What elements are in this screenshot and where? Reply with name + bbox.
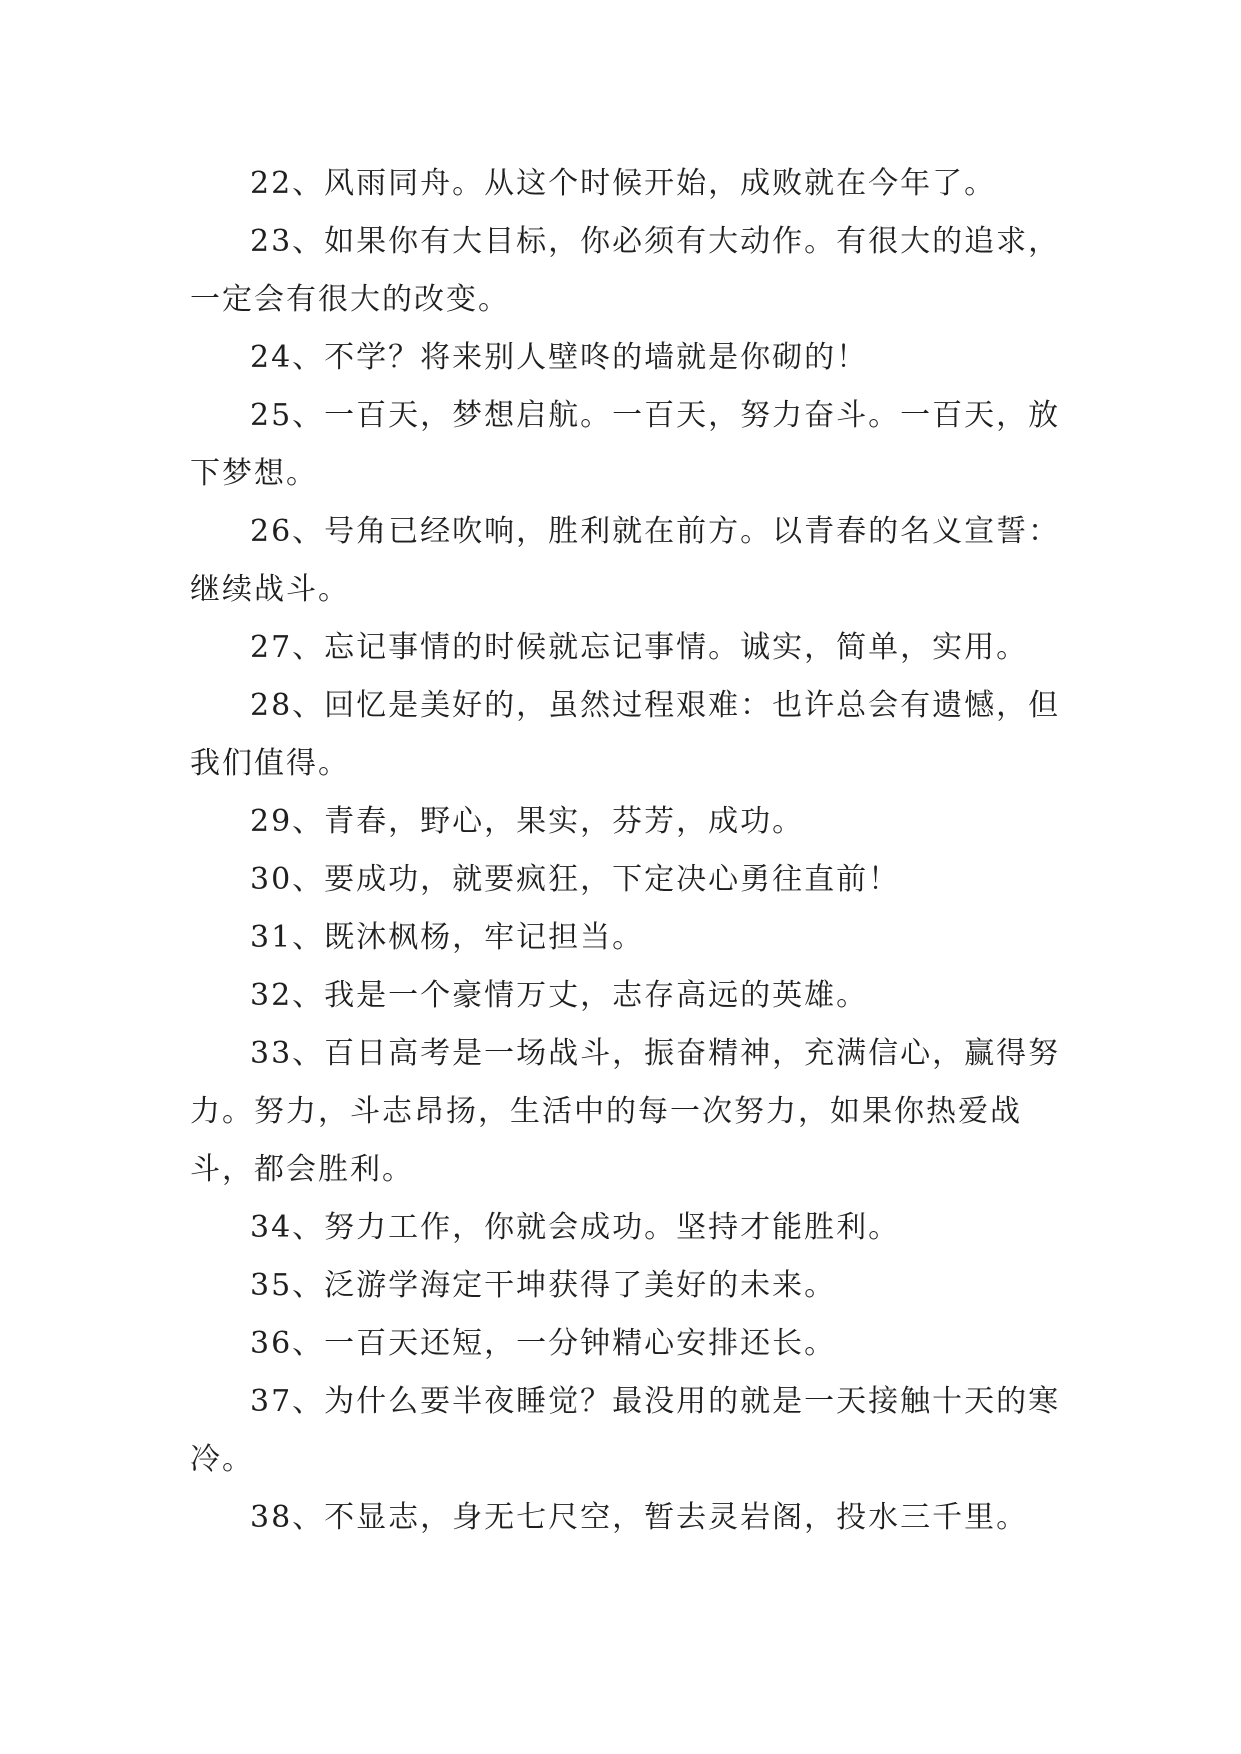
paragraph-38: 38、不显志，身无七尺空，暂去灵岩阁，投水三千里。 [250, 1500, 1029, 1535]
paragraph-26: 26、号角已经吹响，胜利就在前方。以青春的名义宣誓：继续战斗。 [190, 514, 1061, 607]
paragraph-36: 36、一百天还短，一分钟精心安排还长。 [250, 1326, 837, 1361]
paragraph-24: 24、不学？将来别人壁咚的墙就是你砌的！ [250, 340, 869, 375]
paragraph-22: 22、风雨同舟。从这个时候开始，成败就在今年了。 [250, 166, 997, 201]
paragraph-34: 34、努力工作，你就会成功。坚持才能胜利。 [250, 1210, 901, 1245]
paragraph-23: 23、如果你有大目标，你必须有大动作。有很大的追求，一定会有很大的改变。 [190, 224, 1061, 317]
paragraph-30: 30、要成功，就要疯狂，下定决心勇往直前！ [250, 862, 901, 897]
paragraph-32: 32、我是一个豪情万丈，志存高远的英雄。 [250, 978, 869, 1013]
document-body [190, 155, 1075, 1547]
paragraph-29: 29、青春，野心，果实，芬芳，成功。 [250, 804, 805, 839]
paragraph-31: 31、既沐枫杨，牢记担当。 [250, 920, 645, 955]
paragraph-37: 37、为什么要半夜睡觉？最没用的就是一天接触十天的寒冷。 [190, 1384, 1061, 1477]
paragraph-33: 33、百日高考是一场战斗，振奋精神，充满信心，赢得努力。努力，斗志昂扬，生活中的每一次努力，如果你热爱战斗，都会胜利。 [190, 1036, 1061, 1187]
paragraph-25: 25、一百天，梦想启航。一百天，努力奋斗。一百天，放下梦想。 [190, 398, 1061, 491]
paragraph-27: 27、忘记事情的时候就忘记事情。诚实，简单，实用。 [250, 630, 1029, 665]
paragraph-35: 35、泛游学海定干坤获得了美好的未来。 [250, 1268, 837, 1303]
paragraph-28: 28、回忆是美好的，虽然过程艰难：也许总会有遗憾，但我们值得。 [190, 688, 1061, 781]
